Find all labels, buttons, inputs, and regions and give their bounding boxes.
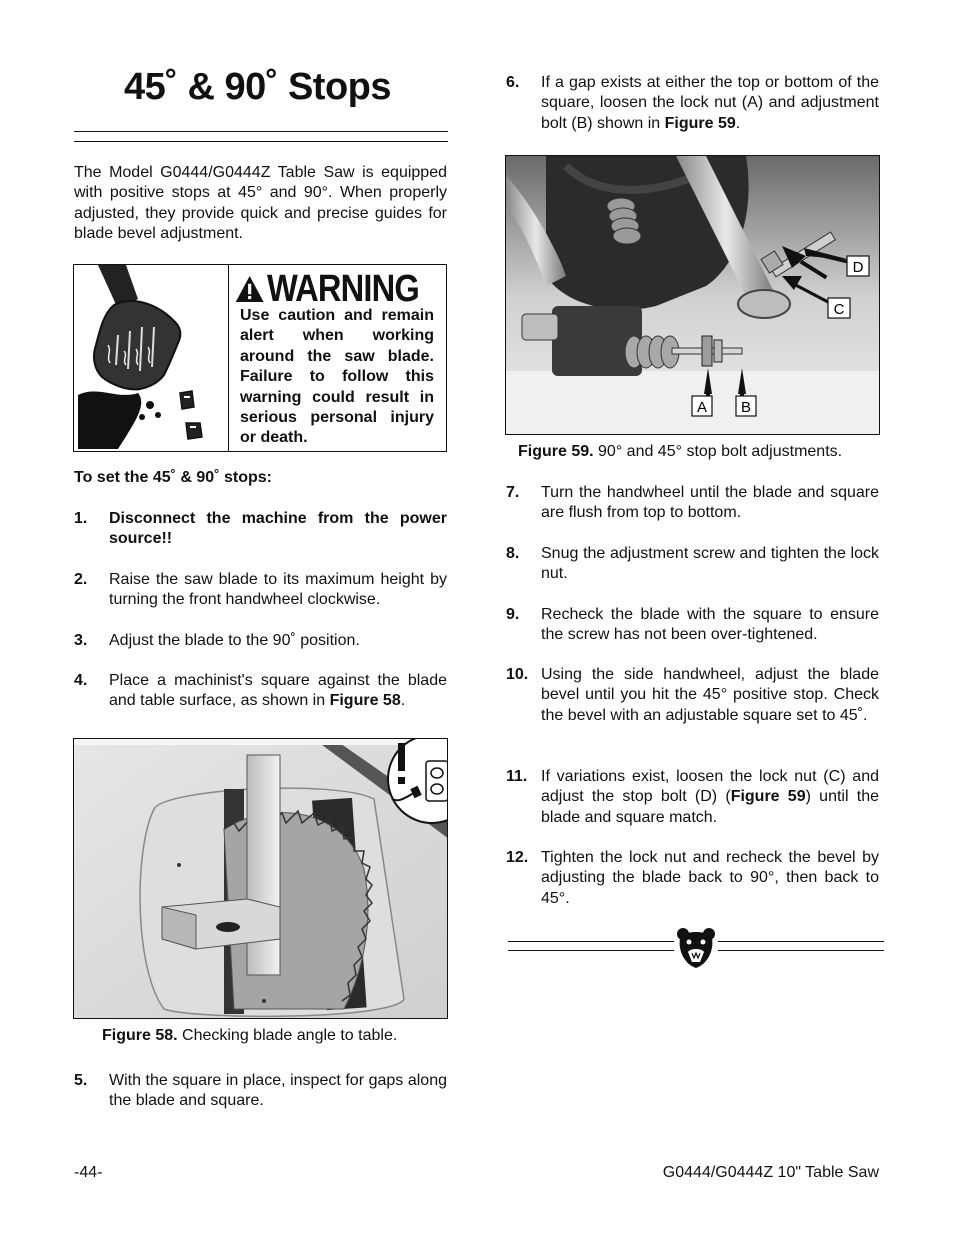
step-number: 7.	[506, 484, 520, 501]
step-number: 8.	[506, 545, 520, 562]
step-number: 10.	[506, 666, 529, 683]
step-number: 5.	[74, 1072, 88, 1089]
step-text: Turn the handwheel until the blade and square are flush from top to bottom.	[541, 484, 879, 522]
step-text: Tighten the lock nut and recheck the bevel by adjusting the blade back to 90°, then back to 45°.	[541, 849, 879, 907]
step-text: Snug the adjustment screw and tighten the lock nut.	[541, 545, 879, 583]
step-text: With the square in place, inspect for gaps along the blade and square.	[109, 1072, 447, 1110]
step-number: 11.	[506, 768, 528, 785]
figure-59-image	[505, 155, 880, 435]
callout-a: A	[696, 399, 708, 416]
step-text-pre: Place a machinist's square against the blade and table surface, as shown in	[109, 672, 447, 710]
callout-c: C	[833, 301, 845, 318]
step-text	[541, 767, 879, 828]
warning-header	[234, 268, 444, 310]
callout-b: B	[740, 399, 752, 416]
title-rule-top	[74, 131, 448, 132]
warning-triangle-icon	[234, 272, 265, 306]
end-divider-left-bottom	[508, 950, 674, 951]
end-divider-right-top	[718, 941, 884, 942]
figure-reference: Figure 58	[329, 692, 401, 710]
step-text-post: .	[735, 114, 741, 132]
stop-bolt-photo-illustration	[506, 156, 880, 435]
figure-reference: Figure 59	[730, 788, 806, 806]
page-title: 45˚ & 90˚ Stops	[124, 66, 392, 108]
step-number: 1.	[74, 510, 88, 527]
figure-caption-text: 90° and 45° stop bolt adjustments.	[593, 443, 843, 460]
step-number: 2.	[74, 571, 88, 588]
step-text: Recheck the blade with the square to ensure the screw has not been over-tightened.	[541, 606, 879, 644]
step-text: Using the side handwheel, adjust the blade bevel until you hit the 45° positive stop. Check the bevel with an adjustable square set to 45˚.	[541, 666, 879, 724]
intro-paragraph: The Model G0444/G0444Z Table Saw is equipped with positive stops at 45° and 90°. When properly adjusted, they provide quick and precise guides for blade bevel adjustment.	[74, 164, 447, 243]
figure-label: Figure 59.	[518, 443, 594, 460]
end-divider-right-bottom	[718, 950, 884, 951]
bear-logo-icon	[676, 926, 716, 970]
step-text: Adjust the blade to the 90˚ position.	[109, 632, 360, 649]
step-number: 4.	[74, 672, 88, 689]
step-number: 9.	[506, 606, 520, 623]
step-text: Disconnect the machine from the power source!!	[109, 510, 447, 548]
step-text-post: .	[400, 692, 406, 710]
hand-blade-hazard-icon	[78, 265, 226, 449]
figure-59-caption	[518, 442, 842, 462]
figure-reference: Figure 59	[664, 114, 736, 132]
figure-label: Figure 58.	[102, 1027, 178, 1044]
figure-58-caption	[102, 1026, 397, 1046]
step-text-post: ) until the blade and square match.	[541, 788, 879, 826]
step-text-pre: If variations exist, loosen the lock nut (C) and adjust the stop bolt (D) (	[541, 768, 879, 806]
warning-heading: WARNING	[267, 267, 420, 310]
step-number: 12.	[506, 849, 529, 866]
step-number: 3.	[74, 632, 88, 649]
warning-text: Use caution and remain alert when working around the saw blade. Failure to follow this warning could result in serious personal injury or death.	[240, 307, 434, 447]
procedure-subheading: To set the 45˚ & 90˚ stops:	[74, 469, 272, 486]
warning-box	[73, 264, 447, 452]
step-text	[541, 73, 879, 134]
warning-box-divider	[228, 265, 229, 451]
figure-58-image	[73, 738, 448, 1019]
step-text: Raise the saw blade to its maximum height by turning the front handwheel clockwise.	[109, 571, 447, 609]
step-text-pre: If a gap exists at either the top or bottom of the square, loosen the lock nut (A) and adjustment bolt (B) shown in	[541, 74, 879, 132]
table-saw-square-illustration	[74, 739, 448, 1019]
page-number: -44-	[74, 1164, 103, 1181]
callout-d: D	[852, 259, 864, 276]
step-number: 6.	[506, 74, 520, 91]
title-rule-bottom	[74, 141, 448, 142]
step-text	[109, 671, 447, 712]
figure-caption-text: Checking blade angle to table.	[177, 1027, 398, 1044]
footer-model: G0444/G0444Z 10" Table Saw	[662, 1164, 879, 1181]
end-divider-left-top	[508, 941, 674, 942]
